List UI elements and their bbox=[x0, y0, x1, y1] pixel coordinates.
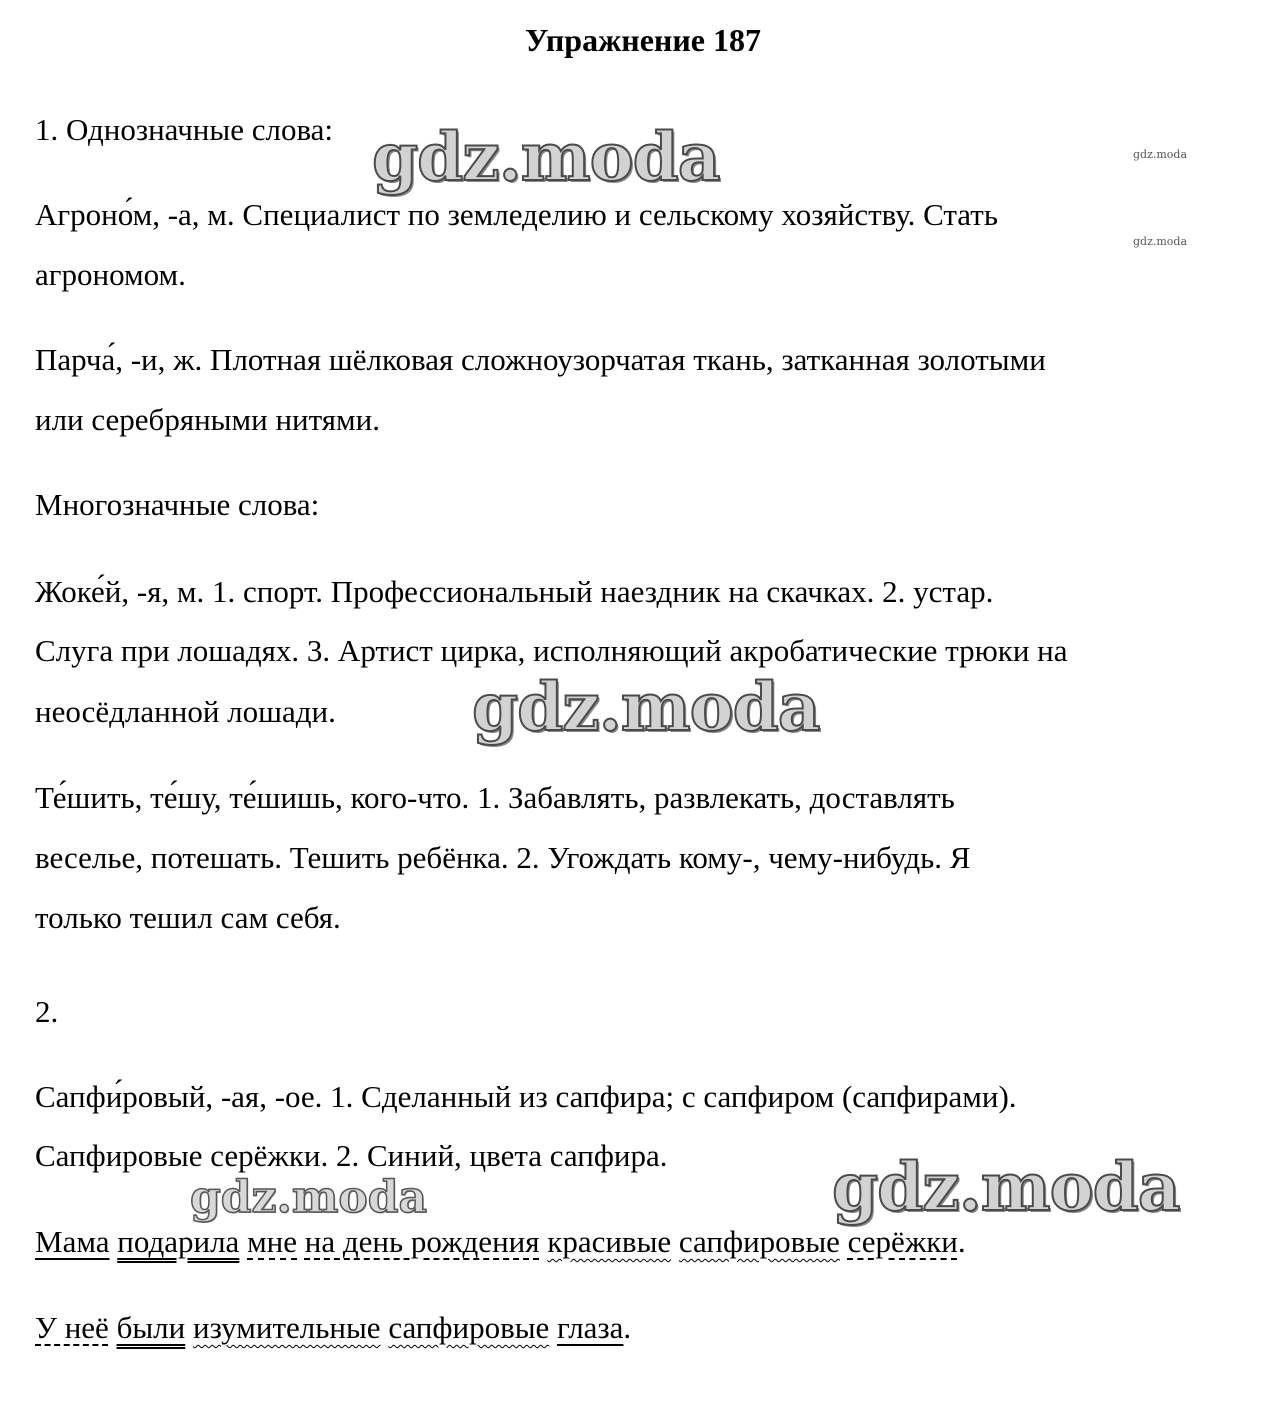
attribute-word-2: сапфировые bbox=[678, 1224, 840, 1259]
entry-teshit-line2: веселье, потешать. Тешить ребёнка. 2. Угождать кому-, чему-нибудь. Я bbox=[35, 840, 971, 875]
watermark-3: gdz.moda bbox=[832, 1148, 1180, 1226]
sentence-1-end: . bbox=[957, 1224, 966, 1259]
entry-agronom-line1: Агроно́м, -а, м. Специалист по земледелию и сельскому хозяйству. Стать bbox=[35, 197, 998, 232]
entry-jockey-line3: неосёдланной лошади. bbox=[35, 694, 336, 729]
entry-parcha-line2: или серебряными нитями. bbox=[35, 402, 380, 437]
entry-agronom-line2: агрономом. bbox=[35, 257, 186, 292]
entry-parcha-line1: Парча́, -и, ж. Плотная шёлковая сложноузорчатая ткань, затканная золотыми bbox=[35, 342, 1046, 377]
object-word-2: серёжки bbox=[847, 1224, 958, 1259]
entry-teshit-line1: Те́шить, те́шу, те́шишь, кого-что. 1. Забавлять, развлекать, доставлять bbox=[35, 780, 955, 815]
subject-word: Мама bbox=[35, 1224, 110, 1259]
attribute-word-3: изумительные bbox=[192, 1310, 381, 1345]
predicate-word: подарила bbox=[117, 1224, 240, 1259]
attribute-word-4: сапфировые bbox=[388, 1310, 550, 1345]
entry-sapphire-line2: Сапфировые серёжки. 2. Синий, цвета сапфира. bbox=[35, 1138, 668, 1173]
entry-sapphire-line1: Сапфи́ровый, -ая, -ое. 1. Сделанный из сапфира; с сапфиром (сапфирами). bbox=[35, 1079, 1017, 1114]
predicate-word-2: были bbox=[116, 1310, 186, 1345]
adverbial-word: У неё bbox=[35, 1310, 109, 1345]
entry-jockey-line2: Слуга при лошадях. 3. Артист цирка, исполняющий акробатические трюки на bbox=[35, 633, 1068, 668]
adverbial-phrase: на день рождения bbox=[304, 1224, 540, 1259]
sentence-2 bbox=[35, 1308, 631, 1348]
watermark-2: gdz.moda bbox=[472, 668, 820, 746]
exercise-title: Упражнение 187 bbox=[524, 22, 761, 58]
entry-jockey-line1: Жоке́й, -я, м. 1. спорт. Профессиональный наездник на скачках. 2. устар. bbox=[35, 574, 994, 609]
entry-teshit-line3: только тешил сам себя. bbox=[35, 900, 341, 935]
attribute-word-1: красивые bbox=[547, 1224, 672, 1259]
watermark-small-2: gdz.moda bbox=[1133, 235, 1188, 248]
watermark-1: gdz.moda bbox=[372, 118, 720, 196]
sentence-1 bbox=[35, 1222, 966, 1262]
watermark-small-1: gdz.moda bbox=[1133, 148, 1188, 161]
polysemantic-heading: Многозначные слова: bbox=[35, 487, 320, 522]
monosemantic-heading: 1. Однозначные слова: bbox=[35, 112, 334, 147]
sentence-2-end: . bbox=[623, 1310, 632, 1345]
section2-heading: 2. bbox=[35, 994, 59, 1029]
object-word: мне bbox=[247, 1224, 298, 1259]
watermark-4: gdz.moda bbox=[190, 1172, 428, 1223]
subject-word-2: глаза bbox=[557, 1310, 624, 1345]
